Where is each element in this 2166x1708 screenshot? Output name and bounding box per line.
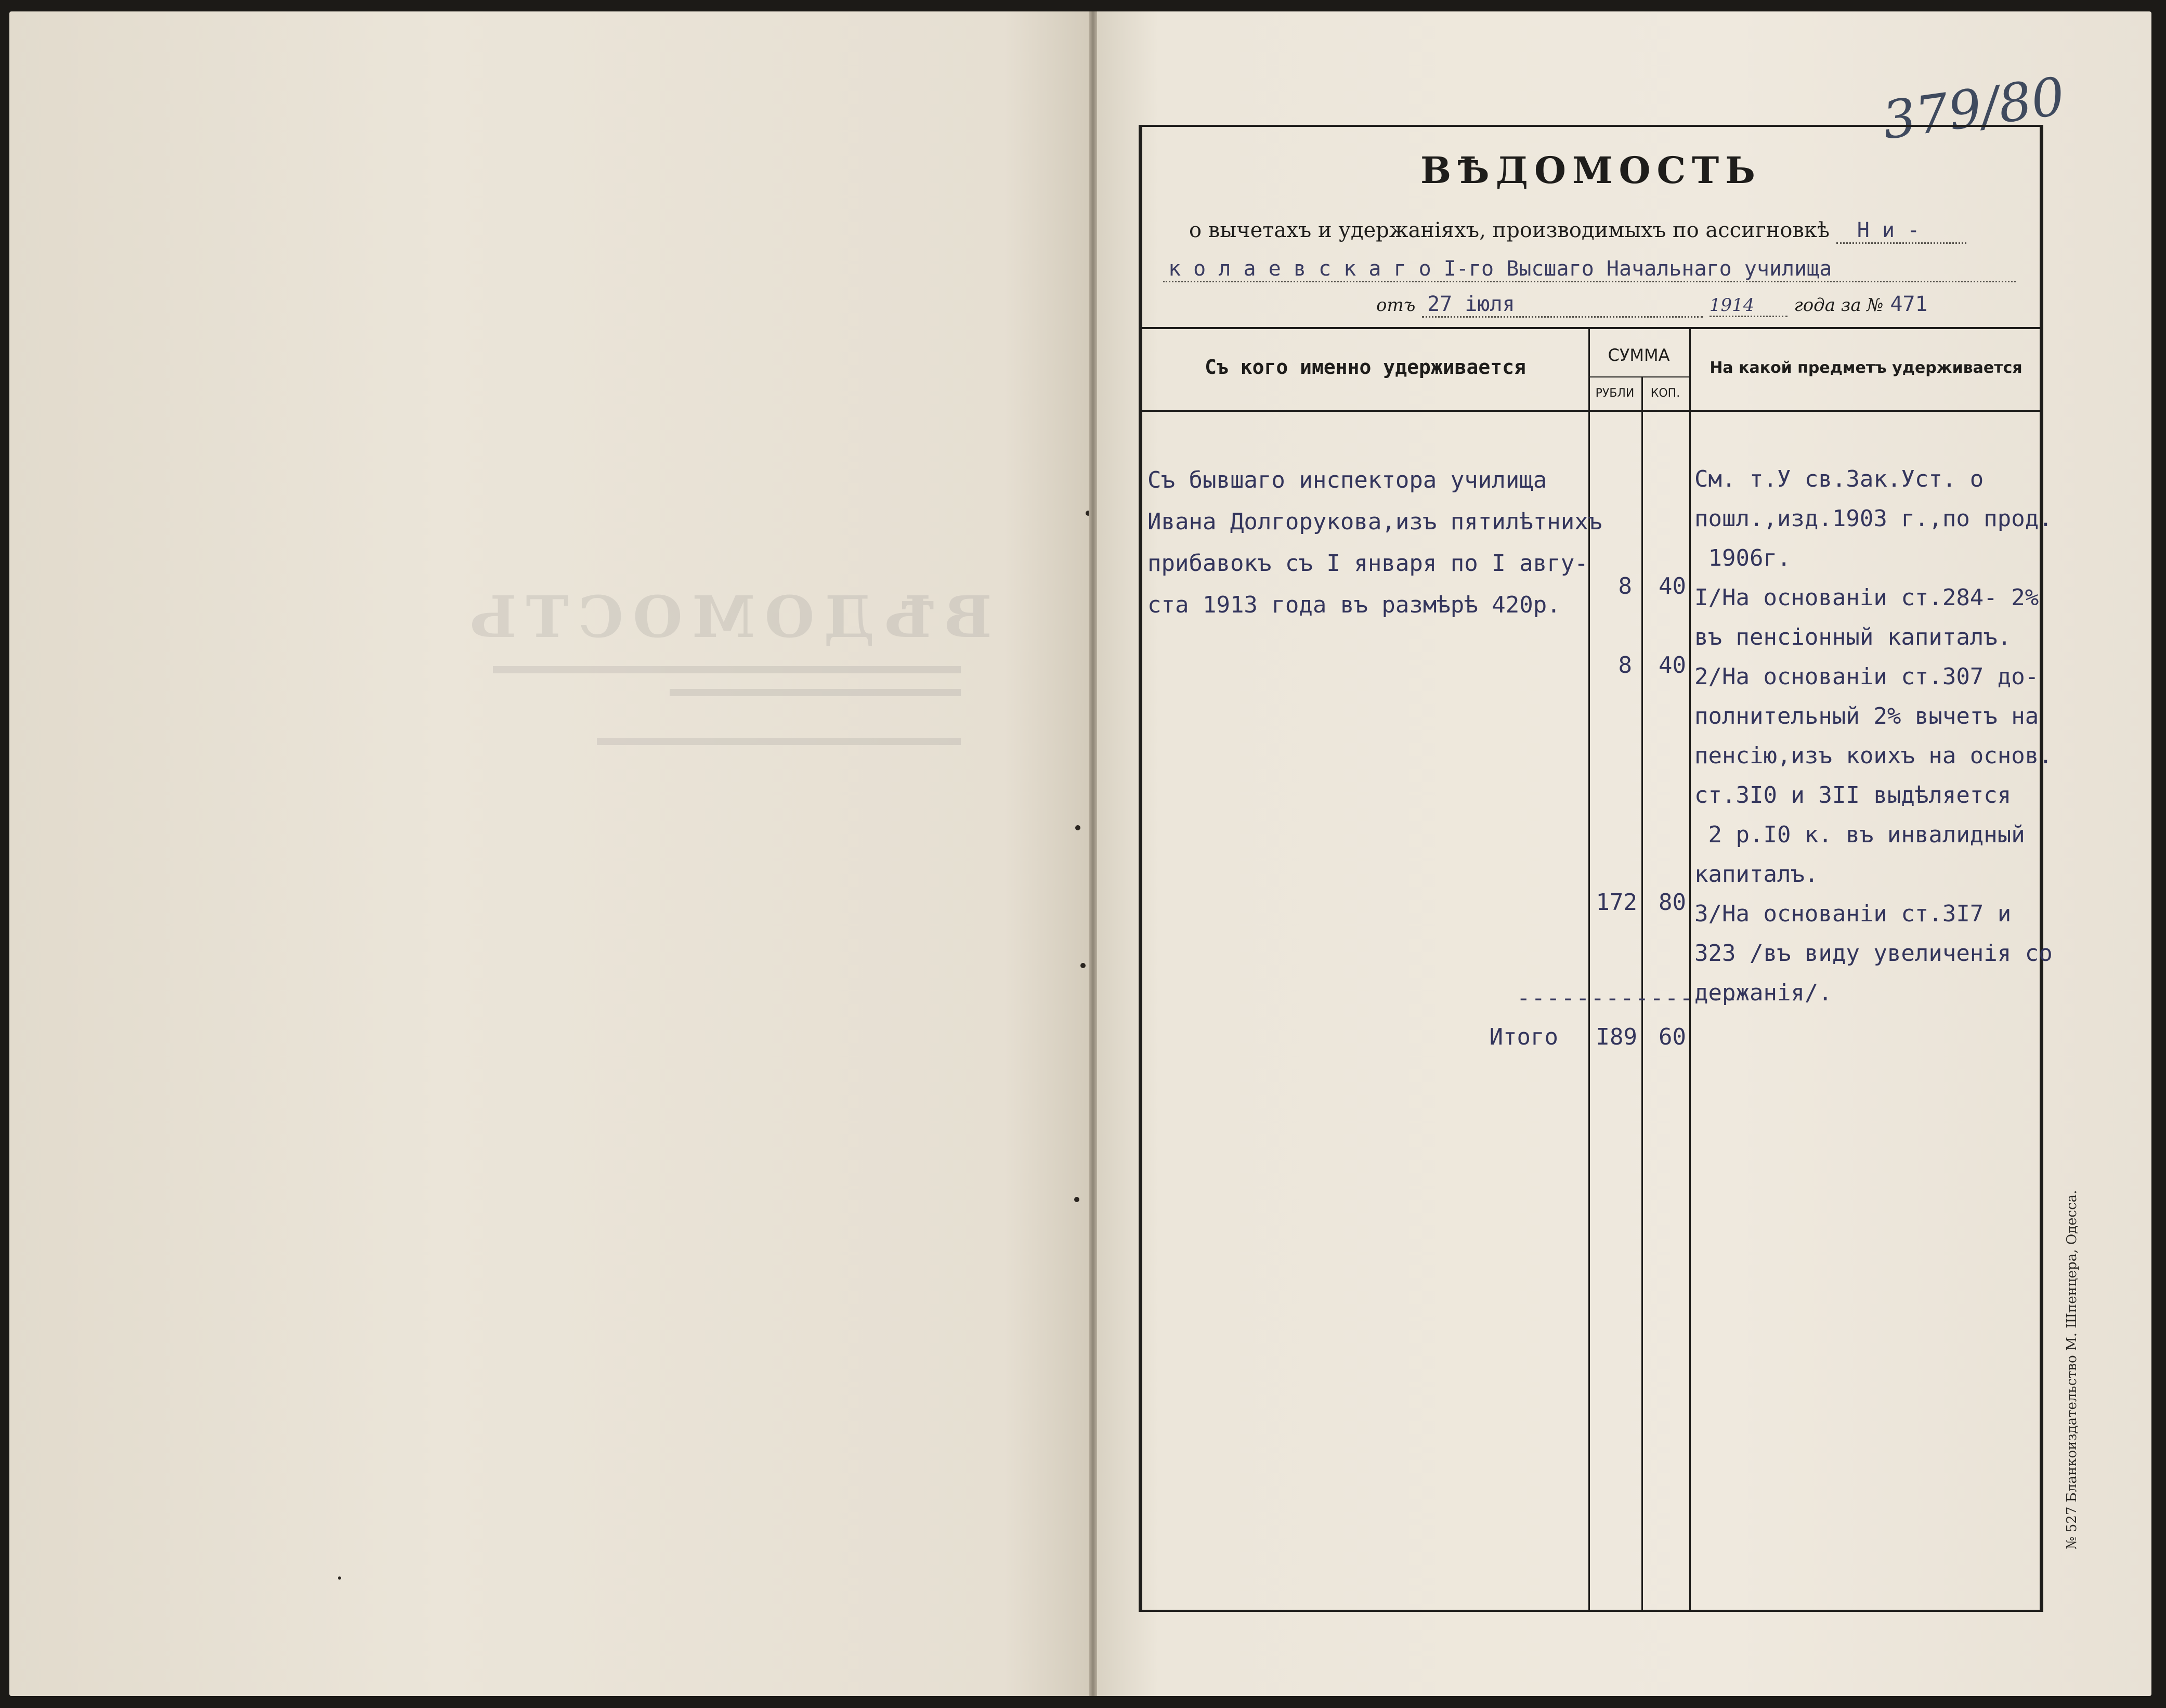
assignment-line xyxy=(1163,257,2016,282)
row1-rubles: 8 xyxy=(1618,573,1632,599)
printer-imprint: № 527 Бланкоиздательство М. Шпенцера, Одесса. xyxy=(2064,1190,2080,1549)
left-page-blank xyxy=(9,11,1091,1696)
total-separator: --------------- xyxy=(1517,985,1739,1011)
row2-kopecks: 40 xyxy=(1659,652,1686,679)
header-person: Съ кого именно удерживается xyxy=(1205,356,1526,379)
book-gutter xyxy=(1089,11,1097,1696)
header-kopecks: КОП. xyxy=(1650,387,1680,400)
date-field: 27 іюля xyxy=(1422,292,1703,318)
total-kopecks: 60 xyxy=(1659,1024,1686,1050)
date-label: отъ xyxy=(1376,295,1416,316)
form-frame xyxy=(1139,125,2053,1612)
purpose-description: См. т.У св.Зак.Уст. о пошл.,изд.1903 г.,по прод. 1906г. I/На основаніи ст.284- 2% въ пенсіонный капиталъ. 2/На основаніи ст.307 до- полнительный 2% вычетъ на пенсію,изъ коихъ на основ. ст.3I0 и 3II выдѣляется 2 р.I0 к. въ инвалидный капиталъ. 3/На основаніи ст.3I7 и 323 /въ виду увеличенія со держанія/. xyxy=(1694,466,2053,1006)
year-field: 1914 xyxy=(1710,295,1787,317)
binding-hole xyxy=(1074,1197,1079,1202)
assignment-field-2: к о л а е в с к а г о I-го Высшаго Начальнаго училища xyxy=(1163,257,2016,282)
row1-kopecks: 40 xyxy=(1659,573,1686,599)
row2-rubles: 8 xyxy=(1618,652,1632,679)
binding-hole xyxy=(1080,963,1086,968)
year-number-label: года за № xyxy=(1794,295,1884,316)
header-purpose: На какой предметъ удерживается xyxy=(1710,359,2023,377)
column-divider xyxy=(1689,327,1691,1611)
subtitle-line xyxy=(1189,218,1966,244)
person-description: Съ бывшаго инспектора училища Ивана Долгорукова,изъ пятилѣтнихъ прибавокъ съ I января по I авгу- ста 1913 года въ размѣрѣ 420р. xyxy=(1147,467,1602,618)
table-header-bottom-rule xyxy=(1142,410,2040,412)
form-title: ВѢДОМОСТЬ xyxy=(1420,149,1762,192)
total-rubles: I89 xyxy=(1596,1024,1637,1050)
row3-kopecks: 80 xyxy=(1659,889,1686,916)
subtitle-text: о вычетахъ и удержаніяхъ, производимыхъ по ассигновкѣ xyxy=(1189,218,1830,242)
table-header-top-rule xyxy=(1142,327,2040,329)
date-line xyxy=(1376,292,1928,318)
bleed-through-text: ВѢДОМОСТЬ xyxy=(368,583,992,875)
header-rubles: РУБЛИ xyxy=(1595,387,1635,400)
number-field: 471 xyxy=(1890,292,1928,316)
binding-hole xyxy=(1075,825,1080,830)
header-sum: СУММА xyxy=(1608,345,1670,365)
archive-folio-number: 379/80 xyxy=(1878,66,2069,151)
total-label: Итого xyxy=(1489,1024,1558,1050)
row3-rubles: 172 xyxy=(1596,889,1637,916)
binding-hole xyxy=(338,1576,341,1580)
sum-subheader-rule xyxy=(1588,376,1689,377)
assignment-field-1: Н и - xyxy=(1836,218,1966,244)
